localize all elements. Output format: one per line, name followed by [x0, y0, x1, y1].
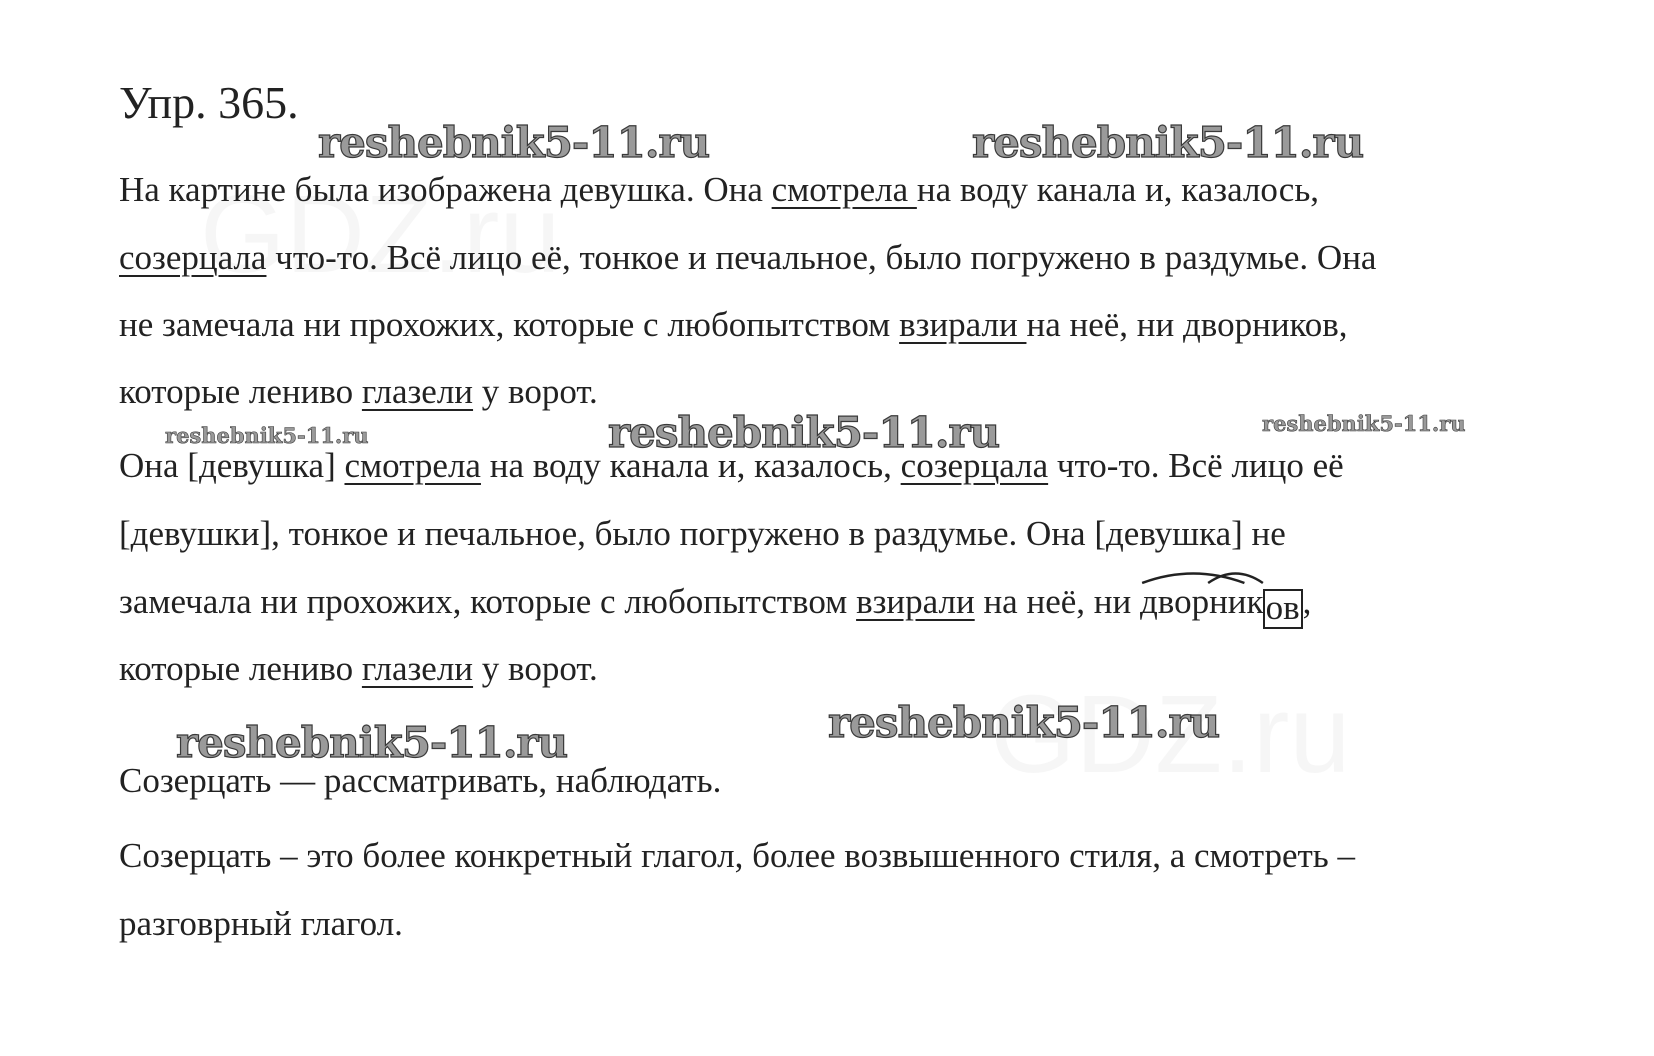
verb-underlined: глазели — [361, 649, 474, 688]
verb-underlined: взирали — [899, 305, 1027, 344]
task-line-3: не замечала ни прохожих, которые с любопытством взирали на неё, ни дворников, — [119, 305, 1348, 344]
task-line-2: созерцала что-то. Всё лицо её, тонкое и печальное, было погружено в раздумье. Она — [119, 238, 1377, 277]
comparison-line-1: Созерцать – это более конкретный глагол, более возвышенного стиля, а смотреть – — [119, 836, 1356, 875]
task-line-1: На картине была изображена девушка. Она смотрела на воду канала и, казалось, — [119, 170, 1320, 209]
exercise-title: Упр. 365. — [119, 77, 299, 128]
watermark: reshebnik5-11.ru — [828, 698, 1220, 747]
suffix-arc-mark — [1207, 570, 1264, 584]
analysis-line-4: которые лениво глазели у ворот. — [119, 649, 598, 688]
watermark: reshebnik5-11.ru — [972, 118, 1364, 167]
verb-underlined: глазели — [361, 372, 474, 411]
watermark: reshebnik5-11.ru — [318, 118, 710, 167]
watermark: reshebnik5-11.ru — [176, 718, 568, 767]
analysis-line-2: [девушки], тонкое и печальное, было погружено в раздумье. Она [девушка] не — [119, 514, 1286, 553]
root-part-2: к — [1247, 584, 1264, 619]
verb-underlined: взирали — [856, 582, 975, 621]
verb-underlined: смотрела — [771, 170, 917, 209]
verb-underlined: созерцала — [900, 446, 1049, 485]
analysis-line-3: замечала ни прохожих, которые с любопытством взирали на неё, ни дворни ков, — [119, 584, 1311, 629]
definition-line: Созерцать — рассматривать, наблюдать. — [119, 761, 722, 800]
watermark: reshebnik5-11.ru — [165, 423, 369, 448]
verb-underlined: смотрела — [344, 446, 481, 485]
root-part-1: дворни — [1140, 584, 1247, 619]
comparison-line-2: разговрный глагол. — [119, 904, 403, 943]
ending-box: ов — [1263, 589, 1303, 629]
watermark: reshebnik5-11.ru — [1262, 411, 1466, 436]
task-line-4: которые лениво глазели у ворот. — [119, 372, 598, 411]
morphemic-word — [1140, 584, 1264, 619]
watermark: reshebnik5-11.ru — [608, 408, 1000, 457]
verb-underlined: созерцала — [119, 238, 267, 277]
analysis-line-1: Она [девушка] смотрела на воду канала и, казалось, созерцала что-то. Всё лицо её — [119, 446, 1344, 485]
